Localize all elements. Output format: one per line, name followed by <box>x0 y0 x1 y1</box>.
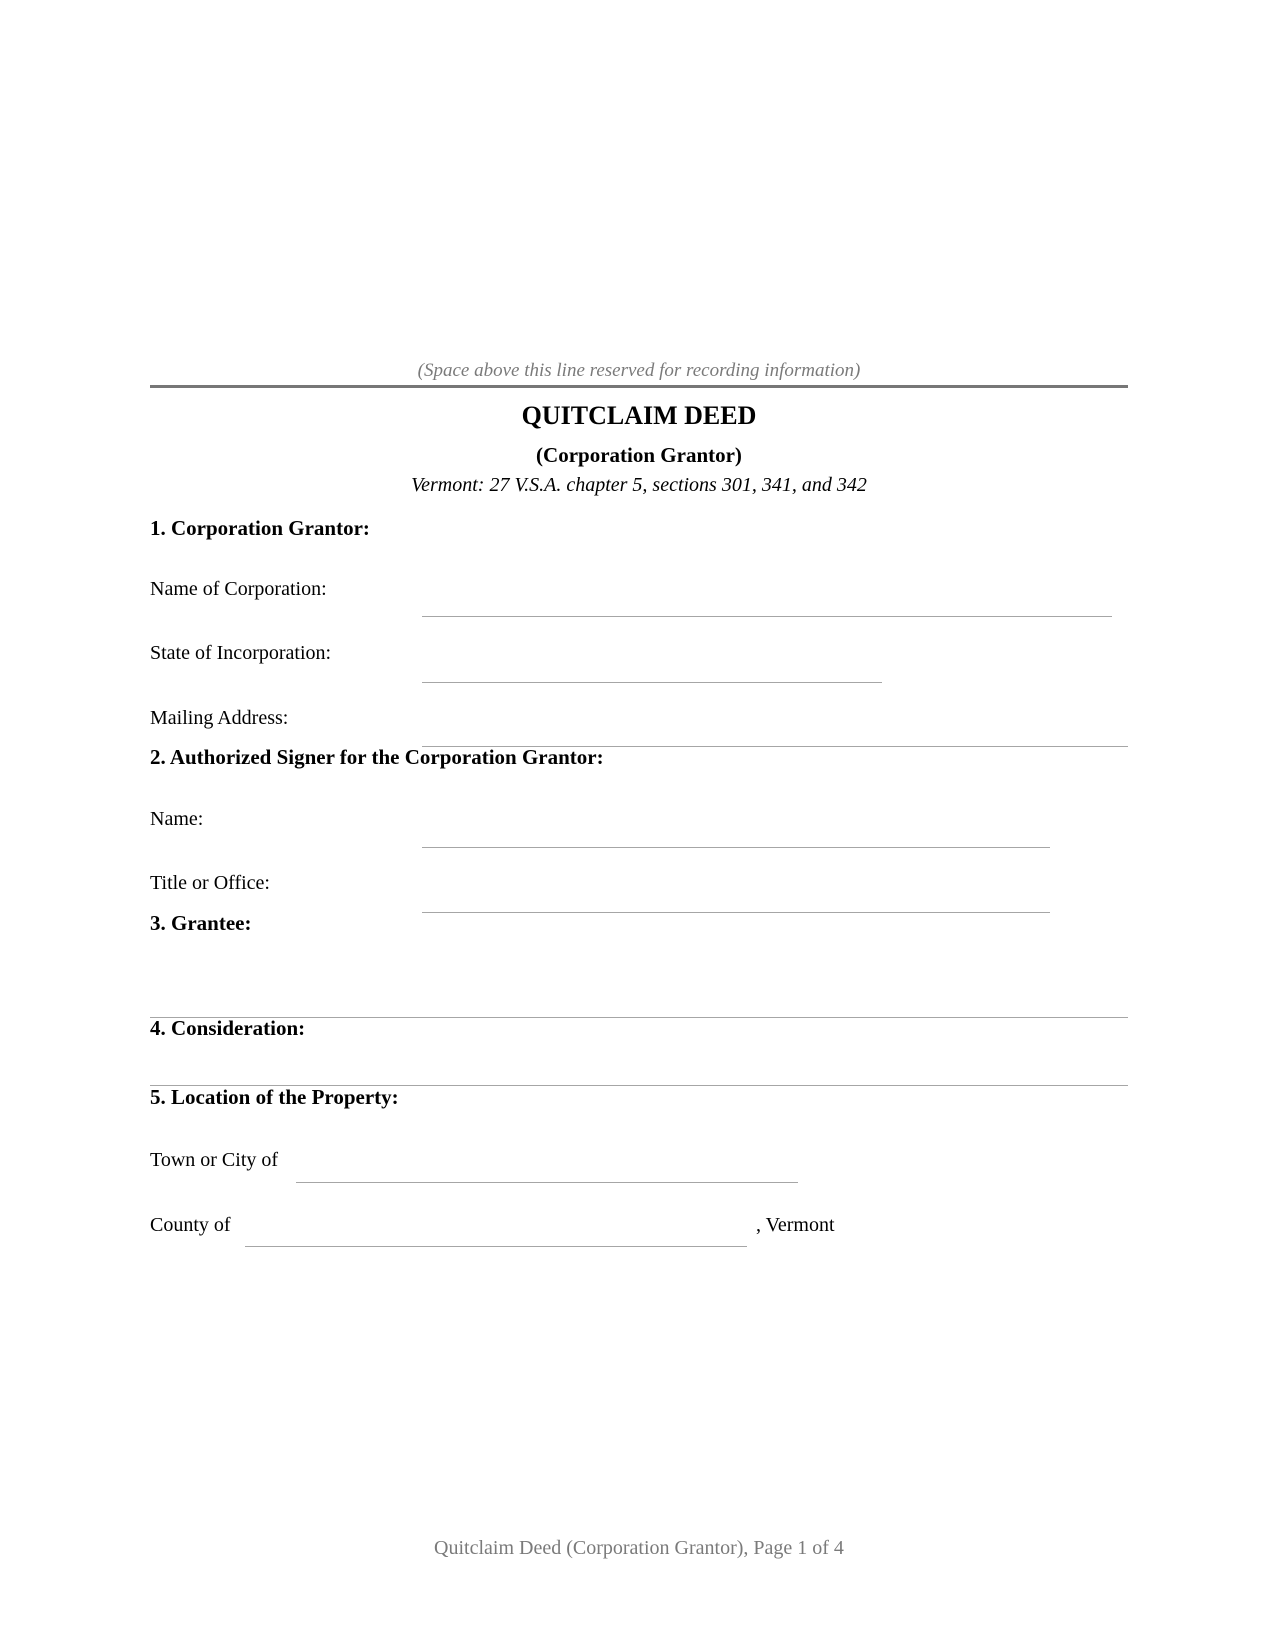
signer-name-field[interactable] <box>422 847 1050 848</box>
corporation-name-field[interactable] <box>422 616 1112 617</box>
section-heading-consideration: 4. Consideration: <box>150 1016 306 1040</box>
section-heading-property-location: 5. Location of the Property: <box>150 1085 399 1109</box>
page-footer: Quitclaim Deed (Corporation Grantor), Page 1 of 4 <box>434 1537 844 1559</box>
recording-space-rule <box>150 385 1128 388</box>
section-heading-grantee: 3. Grantee: <box>150 911 252 935</box>
section-heading-authorized-signer: 2. Authorized Signer for the Corporation Grantor: <box>150 745 604 769</box>
section-heading-corporation-grantor: 1. Corporation Grantor: <box>150 516 370 540</box>
signer-title-label: Title or Office: <box>150 872 270 894</box>
signer-name-label: Name: <box>150 808 204 830</box>
recording-space-note: (Space above this line reserved for recording information) <box>417 360 861 381</box>
vermont-suffix: , Vermont <box>756 1214 835 1236</box>
county-field[interactable] <box>245 1246 747 1247</box>
county-label: County of <box>150 1214 231 1236</box>
town-or-city-field[interactable] <box>296 1182 798 1183</box>
document-title: QUITCLAIM DEED <box>521 401 757 430</box>
state-of-incorporation-field[interactable] <box>422 682 882 683</box>
statute-reference: Vermont: 27 V.S.A. chapter 5, sections 301, 341, and 342 <box>411 474 867 496</box>
document-subtitle: (Corporation Grantor) <box>536 443 742 467</box>
corporation-name-label: Name of Corporation: <box>150 578 327 600</box>
town-or-city-label: Town or City of <box>150 1149 279 1171</box>
mailing-address-label: Mailing Address: <box>150 707 289 729</box>
signer-title-field[interactable] <box>422 912 1050 913</box>
state-of-incorporation-label: State of Incorporation: <box>150 642 332 664</box>
